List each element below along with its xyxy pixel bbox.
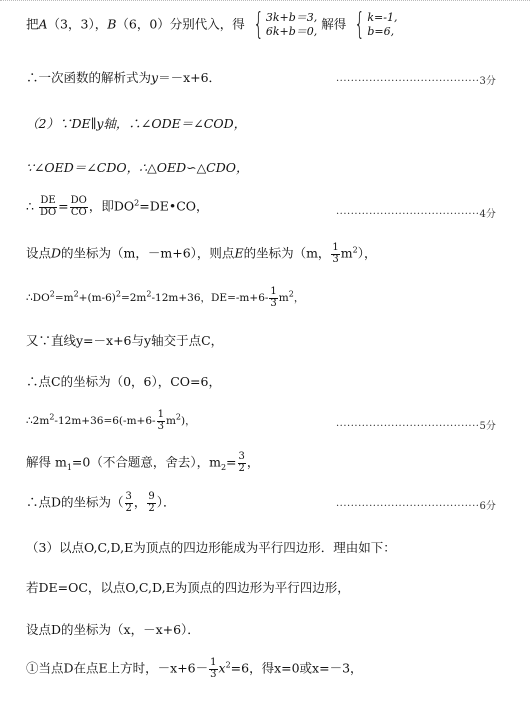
text: （2）∵DE∥y轴，∴∠ODE＝∠COD， [26,116,247,131]
fraction [269,287,277,309]
line-substitution [26,7,398,42]
text: ∴DO [26,292,50,304]
exp: 2 [115,289,121,299]
line-equation [26,410,196,432]
line-part2 [26,116,246,131]
den: 3 [332,253,339,265]
num: 3 [125,491,132,502]
den: DO [39,206,57,218]
text: ＝－x+6． [158,70,222,85]
exp: 2 [225,660,231,670]
text: =0（不合题意，舍去），m [71,454,221,470]
num: 1 [210,657,217,668]
exp: 2 [134,198,140,208]
score-3: ·······································3分 [336,76,496,87]
text: （3）以点O,C,D,E为顶点的四边形能成为平行四边形．理由如下： [26,540,396,555]
text: ）， [357,245,377,261]
exp: 2 [73,289,79,299]
text: 的坐标为（m，－m+6），则点 [61,245,235,261]
exp: 2 [288,289,294,299]
text: ， [133,494,147,510]
fraction [238,452,246,474]
text: = [58,198,69,214]
text: 设点 [26,245,52,261]
fraction [39,196,57,218]
text: 设点D的坐标为（x，－x+6）． [26,622,200,637]
eq-row: 6k+b＝0, [265,25,318,38]
equation-system-2: { k=-1, b=6, [354,7,398,42]
score-6: ·······································6分 [336,501,496,512]
text: m [278,292,289,304]
num: DE [40,195,56,206]
text: ∴点C的坐标为（0，6），CO=6， [26,374,221,389]
den: CO [70,206,87,218]
exp: 2 [175,412,181,422]
text: m [165,415,176,427]
exp: 2 [49,412,55,422]
eq-row: 3k+b＝3, [265,11,318,25]
den: 2 [125,502,132,514]
fraction [70,196,88,218]
subscript: 2 [220,463,227,472]
den: 3 [270,297,277,309]
score-5: ·······································5分 [336,421,496,432]
den: 2 [238,462,245,474]
point-b: B [107,16,117,32]
text: -12m+36=6(-m+6- [54,415,156,427]
den: 3 [157,420,164,432]
text: 若DE=OC，以点O,C,D,E为顶点的四边形为平行四边形， [26,580,350,595]
line-solution [26,452,259,474]
text: ∴ [26,198,34,214]
num: 1 [270,286,277,297]
var-x: x [218,660,226,676]
line-part3 [26,540,396,555]
text: =6，得x=0或x=－3， [230,660,363,676]
line-point-d [26,492,176,514]
score-text: 3分 [479,76,496,87]
text: ， [293,292,305,304]
text: )， [181,415,196,427]
num: DO [70,195,87,206]
text: ∵∠OED＝∠CDO，∴△OED∽△CDO， [26,160,249,175]
exp: 2 [146,289,152,299]
text: =2m [120,292,147,304]
top-border [0,0,530,2]
fraction [125,492,133,514]
line-point-c [26,374,221,389]
text: （3，3）， [47,16,108,32]
exp: 2 [352,245,358,255]
point-e: E [234,245,244,261]
subscript: 1 [66,463,72,472]
fraction [147,492,155,514]
text: 把 [26,16,39,32]
num: 9 [148,491,155,502]
text: =DE•CO， [139,198,209,214]
num: 3 [238,451,245,462]
eq-row: b=6, [367,25,395,38]
text: 解得 m [26,454,67,470]
point-d: D [51,245,62,261]
text: （6，0）分别代入，得 [116,16,245,32]
line-do-squared [26,287,304,309]
text: ， [246,454,260,470]
line-ratio [26,196,209,218]
score-text: 6分 [479,501,496,512]
num: 1 [157,409,164,420]
text: +(m-6) [78,292,116,304]
line-set-d [26,622,200,637]
text: = [226,454,237,470]
num: 1 [332,242,339,253]
score-text: 4分 [479,209,496,220]
text: ①当点D在点E上方时，－x+6－ [26,660,209,676]
line-case1 [26,658,363,680]
text: 又∵直线y=－x+6与y轴交于点C， [26,333,224,348]
text: 的坐标为（m， [243,245,331,261]
fraction [331,243,339,265]
den: 2 [148,502,155,514]
fraction [209,658,217,680]
line-coordinates [26,243,377,265]
score-4: ·······································4分 [336,209,496,220]
line-intersect [26,333,223,348]
text: 解得 [321,16,347,32]
text: ∴2m [26,415,50,427]
text: ，即DO [88,198,135,214]
den: 3 [210,668,217,680]
exp: 2 [49,289,55,299]
var-y: y [151,70,159,85]
text: m [340,245,353,261]
score-text: 5分 [479,421,496,432]
equation-system-1: { 3k+b＝3, 6k+b＝0, [253,7,318,42]
text: ∴点D的坐标为（ [26,494,124,510]
text: ∴一次函数的解析式为 [26,70,152,85]
text: =m [54,292,74,304]
line-function [26,70,221,85]
text: -12m+36，DE=-m+6- [151,292,269,304]
text: ）． [156,494,176,510]
line-parallelogram [26,580,350,595]
point-a: A [38,16,48,32]
fraction [157,410,165,432]
eq-row: k=-1, [367,11,398,25]
line-similar [26,160,249,175]
